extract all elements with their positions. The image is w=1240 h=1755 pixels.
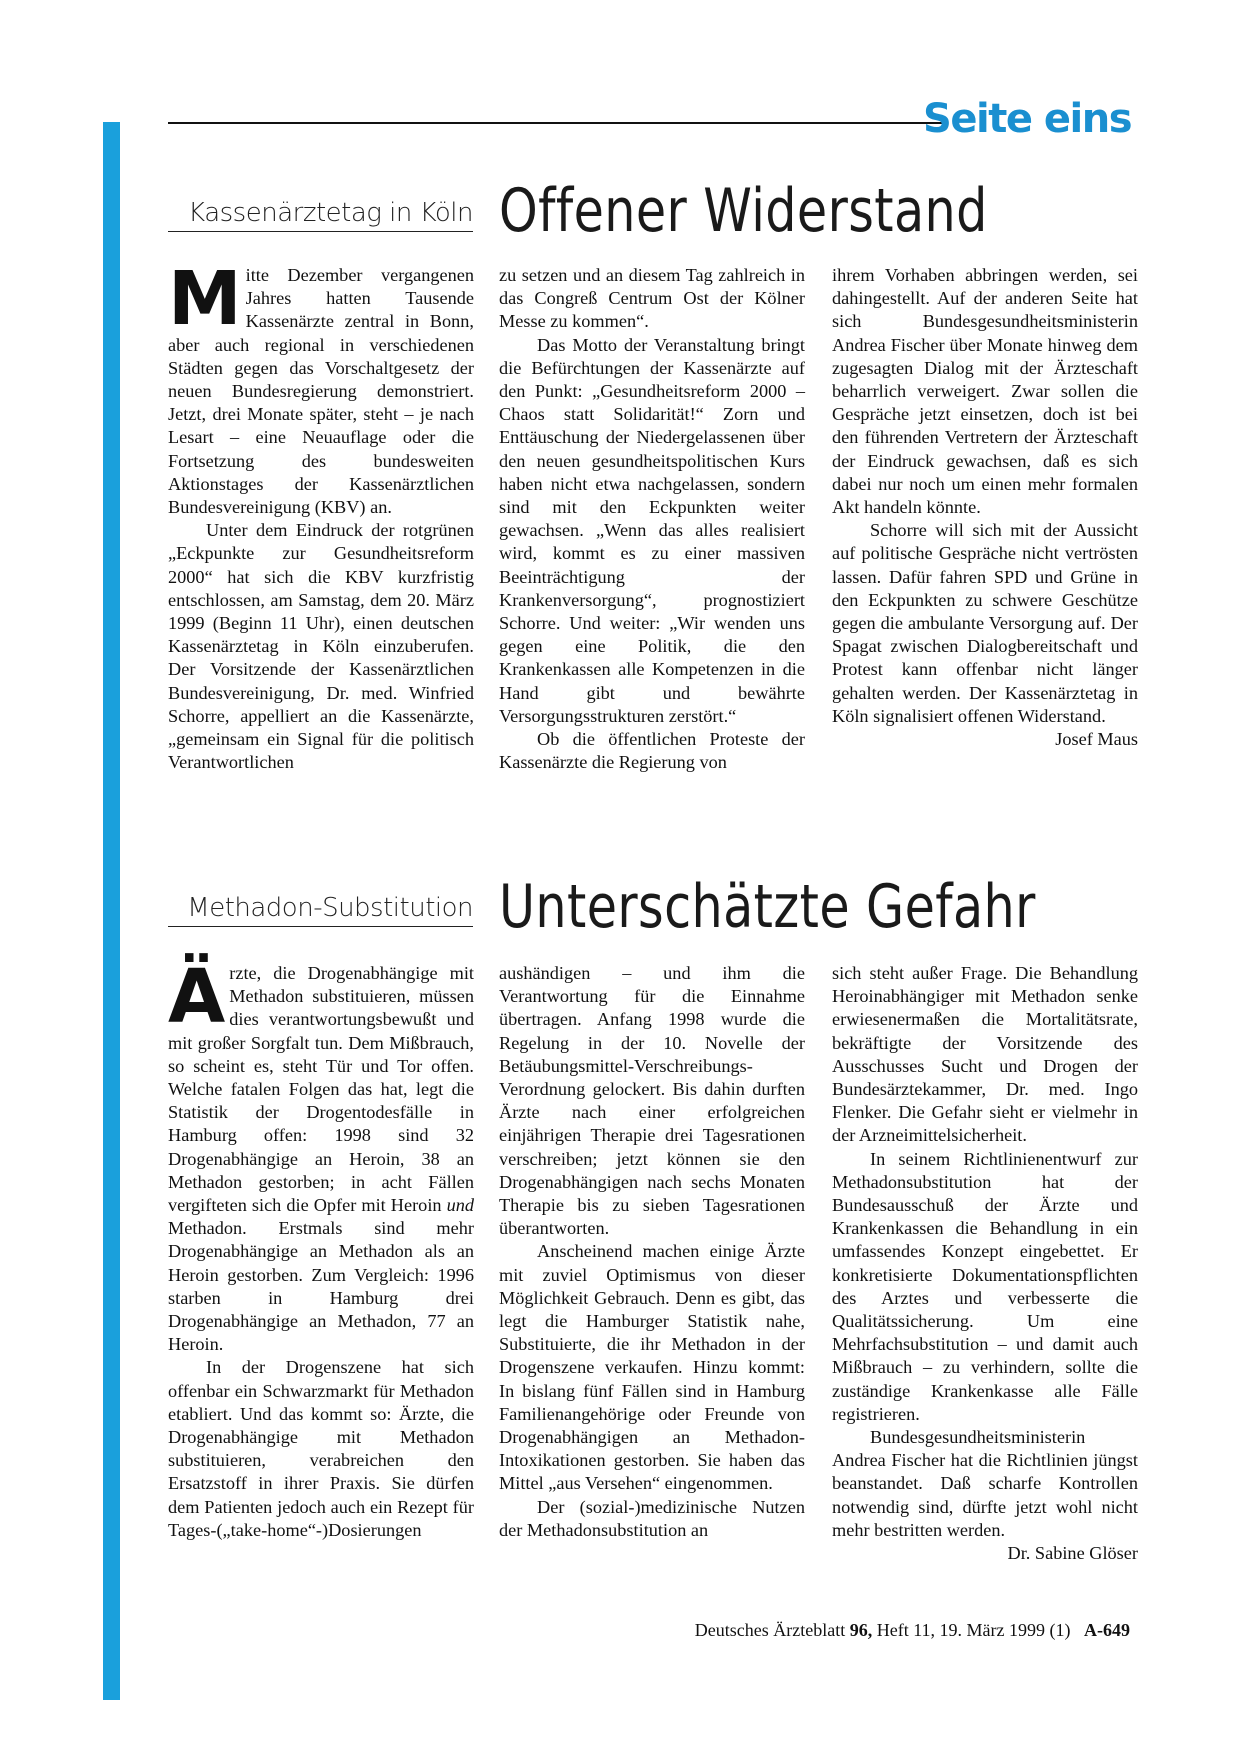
article2-paragraph: In seinem Richtlinienentwurf zur Methadonsubstitution hat der Bundesausschuß der Ärzte und Krankenkassen die Behandlung in ein umfassendes Konzept eingebettet. Er konkretisierte Dokumentationspflichten des Arztes und verbesserte die Qualitätssicherung. Um eine Mehrfachsubstitution – und damit auch Mißbrauch – zu verhindern, sollte die zuständige Krankenkasse alle Fälle registrieren. <box>832 1148 1138 1424</box>
footer-issue-date: Heft 11, 19. März 1999 (1) <box>876 1620 1071 1640</box>
article1-column-1 <box>168 256 474 774</box>
article1-paragraph: ihrem Vorhaben abbringen werden, sei dahingestellt. Auf der anderen Seite hat sich Bundesgesundheitsministerin Andrea Fischer über Monate hinweg dem zugesagten Dialog mit der Ärzteschaft beharrlich verweigert. Zwar sollen die Gespräche jetzt einsetzen, doch ist bei den führenden Vertretern der Ärzteschaft der Eindruck gewachsen, daß es sich dabei nur noch um einen mehr formalen Akt handeln könnte. <box>832 265 1138 518</box>
accent-bar <box>103 122 120 1700</box>
article1-column-2 <box>499 264 805 774</box>
article2-paragraph: In der Drogenszene hat sich offenbar ein Schwarzmarkt für Methadon etabliert. Und das kommt so: Ärzte, die Drogenabhängige mit Methadon substituieren, verabreichen den Ersatzstoff in ihrer Praxis. Sie dürfen dem Patienten jedoch auch ein Rezept für Tages-(„take-home“-)Dosierungen <box>168 1357 474 1540</box>
article2-paragraph: Der (sozial-)medizinische Nutzen der Methadonsubstitution an <box>499 1496 805 1540</box>
article1-dropcap: M <box>168 256 242 342</box>
article1-paragraph: Schorre will sich mit der Aussicht auf politische Gespräche nicht vertrösten lassen. Dafür fahren SPD und Grüne in den Eckpunkten zu schwere Geschütze gegen die ambulante Versorgung auf. Der Spagat zwischen Dialogbereitschaft und Protest kann offenbar nicht länger gehalten werden. Der Kassenärztetag in Köln signalisiert offenen Widerstand. Josef Maus <box>832 519 1138 728</box>
header-rule <box>168 122 948 124</box>
article1-paragraph: Das Motto der Veranstaltung bringt die Befürchtungen der Kassenärzte auf den Punkt: „Gesundheitsreform 2000 – Chaos statt Solidarität!“ Zorn und Enttäuschung der Niedergelassenen über den neuen gesundheitspolitischen Kurs haben nicht etwa nachgelassen, sondern sind mit den Eckpunkten weiter gewachsen. „Wenn das alles realisiert wird, kommt es zu einer massiven Beeinträchtigung der Krankenversorgung“, prognostiziert Schorre. Und weiter: „Wir wenden uns gegen eine Politik, die den Krankenkassen alle Kompetenzen in die Hand gibt und bewährte Versorgungsstrukturen zerstört.“ <box>499 334 805 726</box>
footer-journal: Deutsches Ärzteblatt <box>694 1620 846 1640</box>
article2-paragraph: Bundesgesundheitsministerin Andrea Fischer hat die Richtlinien jüngst beanstandet. Daß scharfe Kontrollen notwendig sind, dürfte jetzt wohl nicht mehr bestritten werden. Dr. Sabine Glöser <box>832 1426 1138 1542</box>
article1-headline: Offener Widerstand <box>499 176 988 246</box>
section-label: Seite eins <box>923 96 1131 142</box>
article2-column-3 <box>832 962 1138 1565</box>
article2-paragraph: Ärzte, die Drogenabhängige mit Methadon substituieren, müssen dies verantwortungsbewußt und mit großer Sorgfalt tun. Dem Mißbrauch, so scheint es, steht Tür und Tor offen. Welche fatalen Folgen das hat, legt die Statistik der Drogentodesfälle in Hamburg offen: 1998 sind 32 Drogenabhängige an Heroin, 38 an Methadon gestorben; in acht Fällen vergifteten sich die Opfer mit Heroin und Methadon. Erstmals sind mehr Drogenabhängige an Methadon als an Heroin gestorben. Zum Vergleich: 1996 starben in Hamburg drei Drogenabhängige an Methadon, 77 an Heroin. <box>168 954 474 1355</box>
article2-headline: Unterschätzte Gefahr <box>499 872 1036 942</box>
article1-paragraph: Ob die öffentlichen Proteste der Kassenärzte die Regierung von <box>499 729 805 773</box>
article1-paragraph: zu setzen und an diesem Tag zahlreich in das Congreß Centrum Ost der Kölner Messe zu kommen“. <box>499 265 805 332</box>
footer-volume: 96, <box>849 1620 873 1640</box>
article2-byline: Dr. Sabine Glöser <box>1007 1543 1138 1564</box>
article1-kicker: Kassenärztetag in Köln <box>168 198 473 232</box>
article2-column-2 <box>499 962 805 1542</box>
article2-column-1 <box>168 954 474 1542</box>
article1-column-3 <box>832 264 1138 751</box>
article2-paragraph: Anscheinend machen einige Ärzte mit zuviel Optimismus von dieser Möglichkeit Gebrauch. Denn es gibt, das legt die Hamburger Statistik nahe, Substituierte, die ihr Methadon in der Drogenszene verkaufen. Hinzu kommt: In bislang fünf Fällen sind in Hamburg Familienangehörige oder Freunde von Drogenabhängigen an Methadon-Intoxikationen gestorben. Sie haben das Mittel „aus Versehen“ eingenommen. <box>499 1241 805 1494</box>
article2-paragraph: sich steht außer Frage. Die Behandlung Heroinabhängiger mit Methadon senke erwiesenermaßen die Mortalitätsrate, bekräftigte der Vorsitzende des Ausschusses Sucht und Drogen der Bundesärztekammer, Dr. med. Ingo Flenker. Die Gefahr sieht er vielmehr in der Arzneimittelsicherheit. <box>832 963 1138 1146</box>
footer-page-number: A-649 <box>1084 1620 1130 1640</box>
article1-paragraph: Mitte Dezember vergangenen Jahres hatten Tausende Kassenärzte zentral in Bonn, aber auch regional in verschiedenen Städten gegen das Vorschaltgesetz der neuen Bundesregierung demonstriert. Jetzt, drei Monate später, steht – je nach Lesart – eine Neuauflage oder die Fortsetzung des bundesweiten Aktionstages der Kassenärztlichen Bundesvereinigung (KBV) an. <box>168 256 474 518</box>
article1-byline: Josef Maus <box>1055 729 1138 750</box>
article2-dropcap: Ä <box>168 954 226 1040</box>
page-footer <box>695 1620 1130 1641</box>
article1-paragraph: Unter dem Eindruck der rotgrünen „Eckpunkte zur Gesundheitsreform 2000“ hat sich die KBV kurzfristig entschlossen, am Samstag, dem 20. März 1999 (Beginn 11 Uhr), einen deutschen Kassenärztetag in Köln einzuberufen. Der Vorsitzende der Kassenärztlichen Bundesvereinigung, Dr. med. Winfried Schorre, appelliert an die Kassenärzte, „gemeinsam ein Signal für die politisch Verantwortlichen <box>168 520 474 773</box>
article2-paragraph: aushändigen – und ihm die Verantwortung für die Einnahme übertragen. Anfang 1998 wurde die Regelung in der 10. Novelle der Betäubungsmittel-Verschreibungs-Verordnung gelockert. Bis dahin durften Ärzte nach einer erfolgreichen einjährigen Therapie drei Tagesrationen verschreiben; jetzt können sie den Drogenabhängigen nach sechs Monaten Therapie bis zu sieben Tagesrationen überantworten. <box>499 963 805 1239</box>
article2-kicker: Methadon-Substitution <box>168 893 473 927</box>
